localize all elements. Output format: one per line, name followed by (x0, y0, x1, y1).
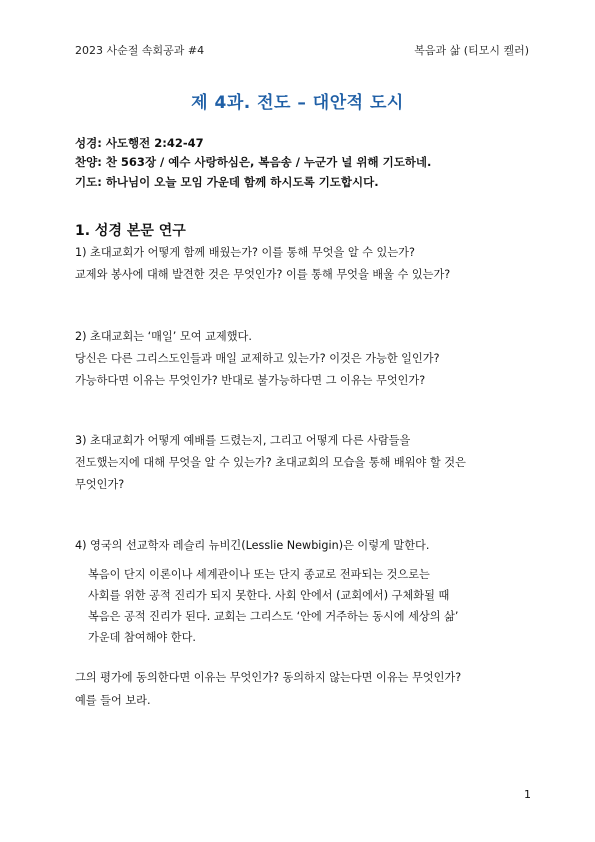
section-heading: 1. 성경 본문 연구 (75, 223, 186, 239)
question-2-line: 당신은 다른 그리스도인들과 매일 교제하고 있는가? 이것은 가능한 일인가? (75, 352, 440, 365)
question-3-line: 3) 초대교회가 어떻게 예배를 드렸는지, 그리고 어떻게 다른 사람들을 (75, 434, 411, 447)
header-right: 복음과 삶 (티모시 켈러) (414, 44, 529, 57)
question-1-line: 교제와 봉사에 대해 발견한 것은 무엇인가? 이를 통해 무엇을 배울 수 있는가? (75, 268, 451, 281)
question-3-line: 무엇인가? (75, 478, 125, 491)
question-2-line: 가능하다면 이유는 무엇인가? 반대로 불가능하다면 그 이유는 무엇인가? (75, 374, 426, 387)
question-2-line: 2) 초대교회는 ‘매일’ 모여 교제했다. (75, 330, 252, 343)
question-4-line: 예를 들어 보라. (75, 694, 151, 707)
header-left: 2023 사순절 속회공과 #4 (75, 44, 205, 57)
hymn-line: 찬양: 찬 563장 / 예수 사랑하심은, 복음송 / 누군가 널 위해 기도하네. (75, 155, 432, 169)
scripture-line: 성경: 사도행전 2:42-47 (75, 136, 204, 150)
quote-line: 복음은 공적 진리가 된다. 교회는 그리스도 ‘안에 거주하는 동시에 세상의 삶’ (88, 610, 459, 623)
lesson-title: 제 4과. 전도 – 대안적 도시 (191, 93, 404, 113)
question-4-line: 그의 평가에 동의한다면 이유는 무엇인가? 동의하지 않는다면 이유는 무엇인가? (75, 671, 462, 684)
quote-line: 가운데 참여해야 한다. (88, 631, 196, 644)
prayer-line: 기도: 하나님이 오늘 모임 가운데 함께 하시도록 기도합시다. (75, 175, 379, 189)
quote-line: 사회를 위한 공적 진리가 되지 못한다. 사회 안에서 (교회에서) 구체화될 때 (88, 589, 450, 602)
quote-line: 복음이 단지 이론이나 세계관이나 또는 단지 종교로 전파되는 것으로는 (88, 568, 430, 581)
page-number: 1 (524, 788, 531, 801)
question-4-intro: 4) 영국의 선교학자 레슬리 뉴비긴(Lesslie Newbigin)은 이렇게 말한다. (75, 539, 430, 552)
question-1-line: 1) 초대교회가 어떻게 함께 배웠는가? 이를 통해 무엇을 알 수 있는가? (75, 246, 415, 259)
question-3-line: 전도했는지에 대해 무엇을 알 수 있는가? 초대교회의 모습을 통해 배워야 할 것은 (75, 456, 466, 469)
